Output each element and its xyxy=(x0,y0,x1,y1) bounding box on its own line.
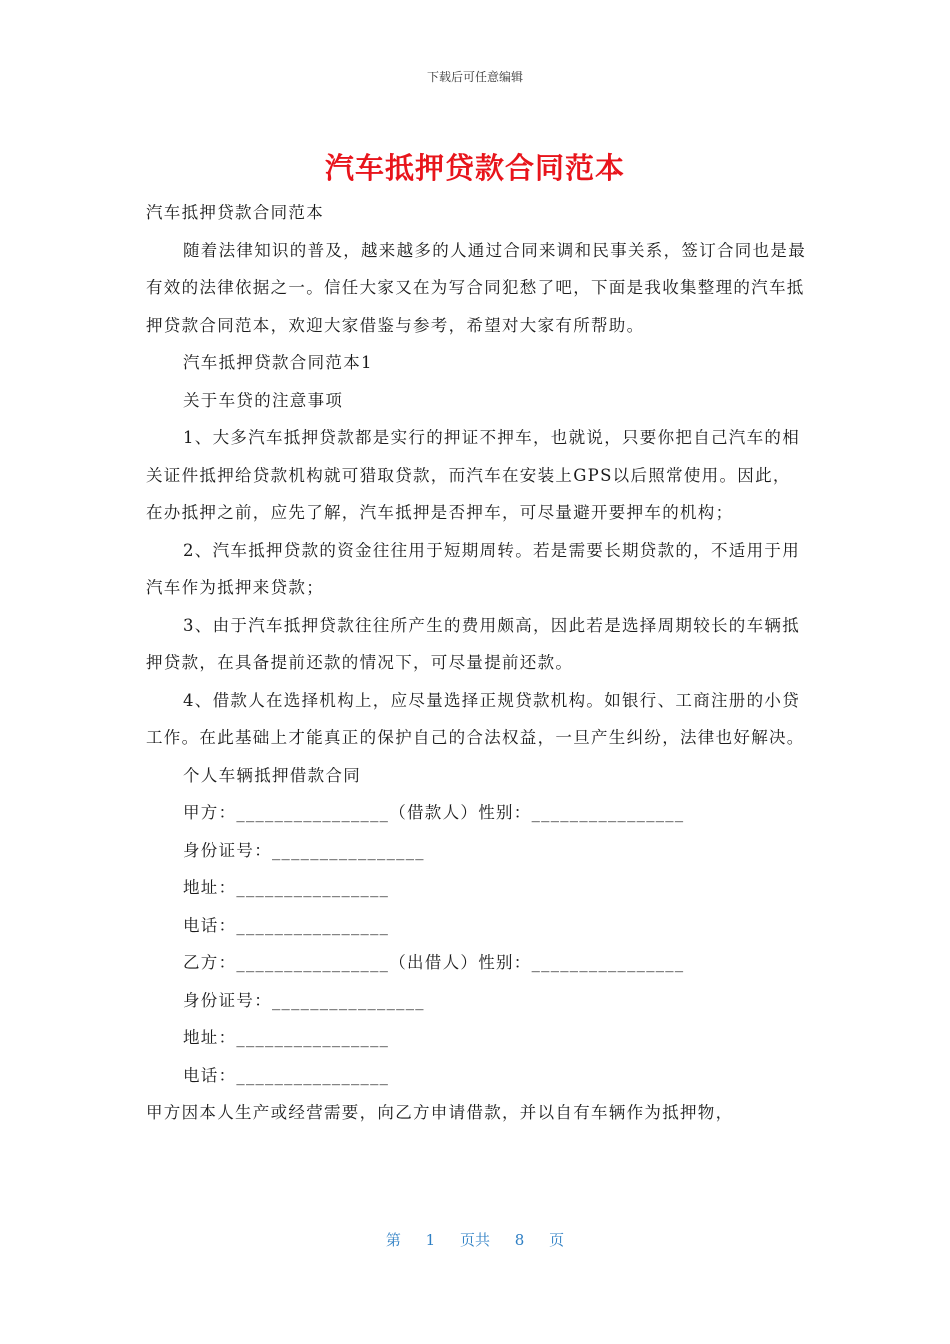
subtitle: 汽车抵押贷款合同范本 xyxy=(146,203,324,222)
footer-page-word: 第 xyxy=(385,1231,401,1249)
header-note: 下载后可任意编辑 xyxy=(426,70,523,84)
footer-total-number: 8 xyxy=(514,1231,525,1249)
page-footer xyxy=(0,1229,950,1250)
party-a-id-line: 身份证号：________________ xyxy=(183,840,425,860)
section-title: 汽车抵押贷款合同范本1 xyxy=(183,353,373,372)
notice-item-2: 2、汽车抵押贷款的资金往往用于短期周转。若是需要长期贷款的，不适用于用汽车作为抵押来贷款； xyxy=(146,540,800,597)
footer-page-number: 1 xyxy=(425,1231,436,1249)
contract-title: 个人车辆抵押借款合同 xyxy=(183,765,361,785)
party-b-phone-line: 电话：________________ xyxy=(183,1065,390,1085)
party-b-line: 乙方：________________（出借人）性别：________________ xyxy=(183,953,685,972)
document-body xyxy=(146,194,806,1132)
notice-heading: 关于车贷的注意事项 xyxy=(183,390,344,410)
party-a-address-line: 地址：________________ xyxy=(183,878,390,897)
party-a-phone-line: 电话：________________ xyxy=(183,915,390,935)
intro-paragraph: 随着法律知识的普及，越来越多的人通过合同来调和民事关系，签订合同也是最有效的法律依据之一。信任大家又在为写合同犯愁了吧，下面是我收集整理的汽车抵押贷款合同范本，欢迎大家借鉴与参考，希望对大家有所帮助。 xyxy=(146,240,806,335)
party-b-id-line: 身份证号：________________ xyxy=(183,990,425,1010)
notice-item-1: 1、大多汽车抵押贷款都是实行的押证不押车，也就说，只要你把自己汽车的相关证件抵押给贷款机构就可猎取贷款，而汽车在安装上GPS以后照常使用。因此，在办抵押之前，应先了解，汽车抵押是否押车，可尽量避开要押车的机构； xyxy=(146,428,800,522)
closing-paragraph: 甲方因本人生产或经营需要，向乙方申请借款，并以自有车辆作为抵押物， xyxy=(146,1103,734,1122)
footer-page-end: 页 xyxy=(549,1231,565,1249)
notice-item-3: 3、由于汽车抵押贷款往往所产生的费用颇高，因此若是选择周期较长的车辆抵押贷款，在具备提前还款的情况下，可尽量提前还款。 xyxy=(146,615,800,672)
party-a-line: 甲方：________________（借款人）性别：________________ xyxy=(183,803,685,822)
party-b-address-line: 地址：________________ xyxy=(183,1028,390,1047)
footer-total-word: 页共 xyxy=(459,1231,490,1249)
notice-item-4: 4、借款人在选择机构上，应尽量选择正规贷款机构。如银行、工商注册的小贷工作。在此基础上才能真正的保护自己的合法权益，一旦产生纠纷，法律也好解决。 xyxy=(146,690,805,747)
document-title: 汽车抵押贷款合同范本 xyxy=(324,151,625,185)
